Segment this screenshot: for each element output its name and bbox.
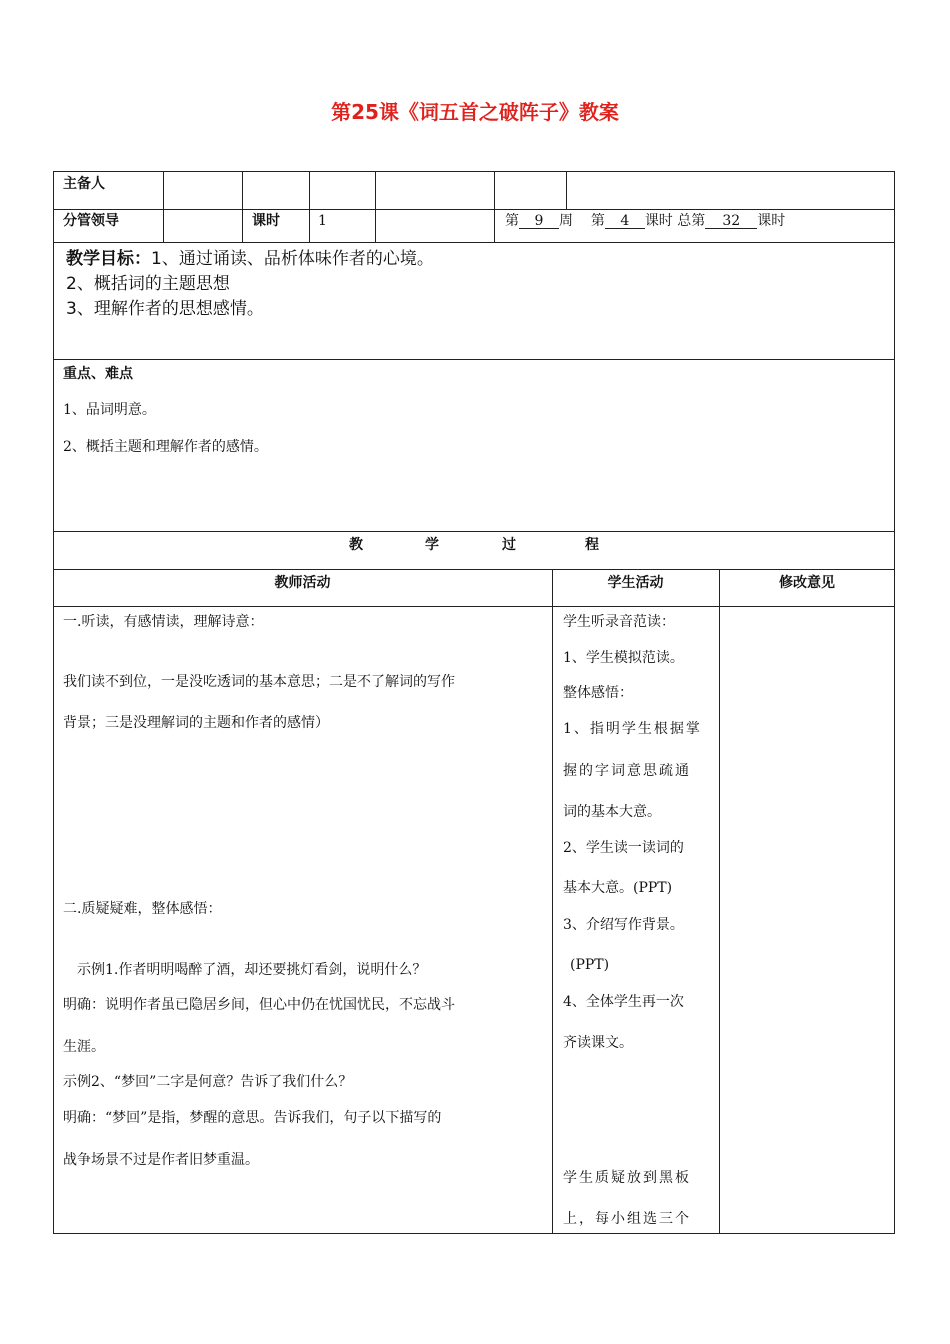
schedule-di2: 第 <box>590 213 605 229</box>
row-divider <box>53 606 895 607</box>
process-title-char: 教 <box>349 537 363 553</box>
col-divider <box>242 171 243 242</box>
label-supervisor: 分管领导 <box>63 213 119 229</box>
example-2-answer: 战争场景不过是作者旧梦重温。 <box>63 1152 259 1168</box>
student-text: 2、学生读一读词的 <box>563 840 684 856</box>
key-points-label: 重点、难点 <box>63 366 133 382</box>
schedule-line <box>505 214 785 229</box>
teacher-text: 背景；三是没理解词的主题和作者的感情） <box>63 715 329 731</box>
col-divider <box>552 569 553 1234</box>
student-text: 4、全体学生再一次 <box>563 994 684 1010</box>
teacher-section-2-title: 二.质疑疑难，整体感悟： <box>63 901 222 917</box>
objective-1: 1、通过诵读、品析体味作者的心境。 <box>151 249 434 269</box>
student-text: 齐读课文。 <box>563 1035 633 1051</box>
process-title-char: 程 <box>585 537 599 553</box>
objective-3: 3、理解作者的思想感情。 <box>66 299 264 319</box>
example-1-answer: 生涯。 <box>63 1039 105 1055</box>
student-text: 基本大意。(PPT) <box>563 880 673 896</box>
student-text: 上，每小组选三个 <box>563 1211 691 1227</box>
student-text: 握的字词意思疏通 <box>563 763 691 779</box>
student-text: 3、介绍写作背景。 <box>563 917 684 933</box>
label-preparer: 主备人 <box>63 176 105 192</box>
teacher-section-1-title: 一.听读，有感情读，理解诗意： <box>63 614 264 630</box>
week-value: 9 <box>519 214 559 229</box>
example-1-question: 示例1.作者明明喝醉了酒，却还要挑灯看剑，说明什么？ <box>77 962 427 978</box>
key-point-1: 1、品词明意。 <box>63 402 156 418</box>
lesson-unit: 课时 <box>644 213 673 229</box>
total-prefix: 总第 <box>677 213 706 229</box>
col-divider <box>375 171 376 242</box>
lesson-value: 4 <box>605 214 645 229</box>
column-header-notes: 修改意见 <box>779 575 835 591</box>
teacher-text: 我们读不到位，一是没吃透词的基本意思；二是不了解词的写作 <box>63 674 455 690</box>
student-text: 学生听录音范读： <box>563 614 675 630</box>
row-divider <box>53 569 895 570</box>
label-hours: 课时 <box>252 213 280 229</box>
col-divider <box>309 171 310 242</box>
example-2-question: 示例2、“梦回”二字是何意？告诉了我们什么？ <box>63 1074 353 1090</box>
student-text: 整体感悟： <box>563 685 633 701</box>
schedule-di: 第 <box>505 213 519 229</box>
student-text: 词的基本大意。 <box>563 804 661 820</box>
column-header-student: 学生活动 <box>607 575 664 591</box>
example-1-answer: 明确：说明作者虽已隐居乡间，但心中仍在忧国忧民，不忘战斗 <box>63 997 455 1013</box>
objective-2: 2、概括词的主题思想 <box>66 274 230 294</box>
hours-value: 1 <box>318 213 327 229</box>
objectives-label: 教学目标： <box>66 249 151 269</box>
student-text: 1、指明学生根据掌 <box>563 721 702 737</box>
col-divider <box>566 171 567 209</box>
total-unit: 课时 <box>757 213 786 229</box>
process-title-char: 过 <box>502 537 516 553</box>
process-title-char: 学 <box>425 537 439 553</box>
col-divider <box>163 171 164 242</box>
student-text: 1、学生模拟范读。 <box>563 650 684 666</box>
total-value: 32 <box>705 214 757 229</box>
key-point-2: 2、概括主题和理解作者的感情。 <box>63 439 268 455</box>
student-text: (PPT) <box>570 957 610 973</box>
col-divider <box>719 569 720 1234</box>
row-divider <box>53 531 895 532</box>
objective-line-1 <box>66 251 434 268</box>
week-unit: 周 <box>559 213 573 229</box>
col-divider <box>494 171 495 242</box>
page-title: 第25课《词五首之破阵子》教案 <box>331 100 619 124</box>
row-divider <box>53 209 895 210</box>
row-divider <box>53 242 895 243</box>
column-header-teacher: 教师活动 <box>274 575 331 591</box>
row-divider <box>53 359 895 360</box>
example-2-answer: 明确：“梦回”是指，梦醒的意思。告诉我们，句子以下描写的 <box>63 1110 442 1126</box>
student-text: 学生质疑放到黑板 <box>563 1170 691 1186</box>
